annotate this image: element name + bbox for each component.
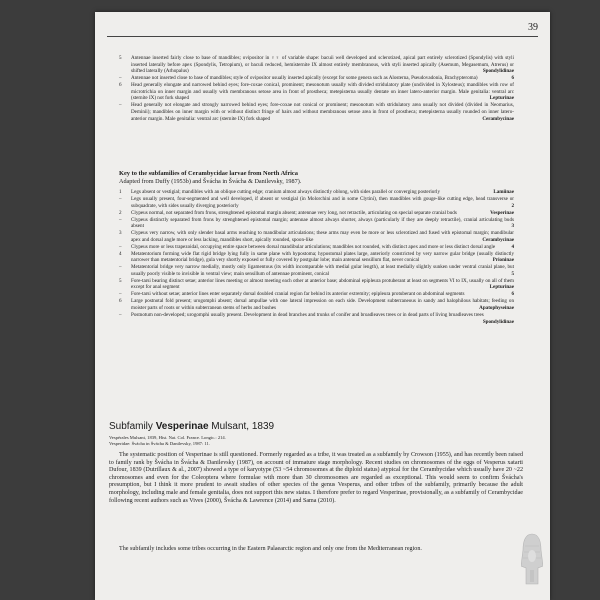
couplet-text (131, 75, 514, 82)
subfamily-name: Vesperinae (155, 421, 209, 432)
couplet-target: Spondylidinae (482, 318, 514, 325)
couplet-description: Fore-tarsi without setae; anterior lines enter separately dorsal doubled cranial region far behind its anterior extremity; epipleura protuberant on abdominal segments (131, 291, 465, 298)
couplet-number: – (119, 102, 122, 109)
body-paragraph: The subfamily includes some tribes occurring in the Eastern Palaearctic region and only one from the Mediterranean region. (119, 546, 422, 552)
couplet-text (131, 251, 514, 264)
key-couplet (119, 298, 514, 311)
subfamily-heading (109, 421, 274, 432)
key-couplet (119, 278, 514, 291)
key-couplet (119, 312, 514, 325)
reference-line: Vespérales Mulsant, 1839, Hist. Nat. Col. France. Longic.: 214. (109, 435, 226, 440)
couplet-text (131, 189, 514, 196)
couplet-number: – (119, 291, 122, 298)
couplet-description: Clypeus normal, not separated from frons, strenghtened epistomal margin absent; antennae very long, not retractile, articulating on special separate cranial buds (131, 209, 457, 216)
larvae-key (119, 189, 514, 326)
key-couplet (119, 210, 514, 217)
couplet-text (131, 264, 514, 277)
couplet-description: Clypeus more or less trapezoidal, occupying entire space between dorsal mandibular articulations; mandibles not rounded, with distinct apex and more or less distinct dorsal angle (131, 243, 496, 250)
body-paragraph: The systematic position of Vesperinae is still questioned. Formerly regarded as a tribe, it was treated as a subfamily by Crowson (1955), and has recently been raised to family rank by Švácha in Švácha & Danilevsky (1987), on account of immature stage morphology. Recent studies on chromosomes of the eggs of Vesperus xatarti Dufour, 1839 (Dutrillaux & al., 2007) showed a type of karyotype (53 ~54 chromosomes at the diploid status) atypical for the Cerambycidae which usually have 20 ~22 chromosomes and even for the Coleoptera where formulae with more than 30 chromosomes are regarded as exceptional. This would seem to confirm Švácha's presumption, but I think it more prudent to await studies of other species of the genus Vesperus, and other tribes of the subfamily, primarily because the adult morphology, including male and female genitalia, does not support this new status. I therefore prefer to regard Vesperinae, provisionally, as a subfamily of Cerambycidae following recent authors such as Vives (2000), Švácha & Lawrence (2014) and Sama (2010). (109, 452, 523, 504)
couplet-target: Prioninae (492, 257, 514, 264)
couplet-target: 6 (511, 291, 514, 298)
couplet-target: 3 (511, 223, 514, 230)
couplet-number: – (119, 243, 122, 250)
couplet-number: – (119, 195, 122, 202)
couplet-number: – (119, 75, 122, 82)
couplet-number: – (119, 264, 122, 271)
page-number: 39 (528, 22, 538, 33)
couplet-description: Antennae not inserted close to base of mandibles; style of ovipositor usually inserted apically (except for some genera such as Alosterna, Pseudovadonia, Brachypteroma) (131, 75, 478, 82)
key-couplet (119, 82, 514, 102)
subfamily-label: Subfamily (109, 421, 153, 432)
pharaoh-head-icon (521, 532, 543, 590)
couplet-number: 1 (119, 189, 122, 195)
couplet-text (131, 217, 514, 230)
key-couplet (119, 244, 514, 251)
couplet-number: 5 (119, 55, 122, 61)
key-couplet (119, 75, 514, 82)
couplet-description: Clypeus very narrow, with only slender basal arms reaching to mandibular articulations; these arms may even be more or less sclerotized and fused with epistomal margin; mandibular apex and dorsal angle more or less lacking, mandibles short, apically rounded, spoon-like (131, 230, 514, 243)
couplet-description: Head generally elongate and narrowed behind eyes; fore-coxae conical, prominent; mesonotum usually with divided stridulatory plate (undivided in Xylosteus); mandibles with row of microtrichia on inner margin and usually with membranous setose area in front of prostheca; metepisterna usually dentate on inner latero-anterior margin. Male genitalia: ventral arc (sternite IX) not fork shaped (131, 82, 514, 102)
couplet-description: Large postnotal fold present; urogomphi absent; dorsal ampullae with one lateral impression on each side. Development subterraneous in sandy and halophilous habitats; feeding on moister parts of roots or within subterranean stems of herbs and bushes (131, 298, 514, 311)
couplet-text (131, 210, 514, 217)
couplet-text (131, 298, 514, 311)
couplet-number: 5 (119, 277, 122, 284)
couplet-text (131, 82, 514, 102)
couplet-target: 2 (511, 202, 514, 209)
couplet-text (131, 102, 514, 122)
couplet-number: 3 (119, 230, 122, 237)
couplet-description: Legs usually present, four-segmented and well developed, if absent or vestigial (in Molorchini and in some Clytini), then mandibles with gouge-like cutting edge, head transverse or subquadrate, with sides usually diverging posteriorly (131, 195, 514, 209)
couplet-text (131, 196, 514, 209)
couplet-number: – (119, 311, 122, 318)
couplet-text (131, 312, 514, 325)
couplet-target: Spondylidinae (482, 68, 514, 75)
couplet-number: – (119, 216, 122, 223)
couplet-text (131, 278, 514, 291)
adult-key-continuation (119, 55, 514, 123)
couplet-number: 6 (119, 298, 122, 305)
couplet-number: 4 (119, 250, 122, 257)
couplet-text (131, 230, 514, 243)
couplet-target: Vesperinae (490, 209, 514, 216)
couplet-description: Legs absent or vestigial; mandibles with an oblique cutting edge; cranium almost always distinctly oblong, with sides parallel or converging posteriorly (131, 189, 441, 195)
couplet-target: 6 (511, 75, 514, 82)
key-couplet (119, 217, 514, 230)
couplet-text (131, 55, 514, 75)
key-couplet (119, 230, 514, 243)
key-couplet (119, 264, 514, 277)
book-page (95, 12, 550, 600)
key-couplet (119, 251, 514, 264)
key-title: Key to the subfamilies of Cerambycidae larvae from North Africa (119, 170, 298, 177)
couplet-text (131, 244, 514, 251)
couplet-description: Metatentorial bridge very narrow medially, mostly only ligamentous (its width incomparable with medial gular length), at least medially slightly sunken under ventral cranial plane, but usually poorly visible to invisible in ventral view; main sensillum of antennae prominent, conical (131, 264, 514, 277)
key-couplet (119, 102, 514, 122)
couplet-description: Fore-tarsi bearing distinct setae; anterior lines meeting or almost meeting each other at anterior base; abdominal epipleura protuberant at least on segments VI to IX, usually on all of them except for anal segment (131, 277, 514, 291)
reference-line: Vesperidae: Švácha in Švácha & Danilevsky, 1987: 11. (109, 441, 210, 446)
couplet-number: 6 (119, 82, 122, 89)
key-couplet (119, 189, 514, 196)
couplet-number: 2 (119, 209, 122, 216)
couplet-description: Clypeus distinctly separated from frons by strenghtened epistomal margin; antennae almost always shorter, always (particularly if they are deeply retractile), cranial articulating buds absent (131, 216, 514, 230)
couplet-target: Cerambycinae (482, 115, 514, 122)
couplet-description: Postnotum non-developed; urogomphi usually present. Development in dead branches and trunks of conifer and broadleaves trees or in dead parts of living broadleaves trees (131, 311, 484, 318)
couplet-target: Apatophyseinae (479, 305, 514, 311)
header-rule (107, 36, 538, 37)
subfamily-author: Mulsant, 1839 (211, 421, 275, 432)
couplet-target: 4 (511, 243, 514, 250)
couplet-target: Lamiinae (493, 189, 514, 195)
couplet-description: Head generally not elongate and strongly narrowed behind eyes; fore-coxae not conical or prominent; mesonotum with stridulatory area usually not divided (divided in Neomarius, Deminii); mandibles on inner margin with or without distinct fringe of hairs and without membranous setose area in front of prostheca; metepisterna usually rounded on inner latero-anterior margin. Male genitalia: ventral arc (sternite IX) fork shaped (131, 102, 514, 122)
key-subtitle: Adapted from Duffy (1953b) and Švácha in Švácha & Danilevsky, 1987). (119, 178, 302, 185)
couplet-description: Antennae inserted fairly close to base of mandibles; ovipositor in ♀♀ of variable shape: bacuii well developed and sclerotized, apical part entirely sclerotized (Spondylis) with styli inserted laterally before apex (Spondylis, Tetropium), or baculi reduced, hemisternite IX almost entirely membranous, with styli inserted apically (Asemum, Megasemum, Atrerus) or shifted laterally (Arhopalus) (131, 55, 514, 75)
couplet-target: Lepturinae (489, 95, 514, 102)
couplet-target: Cerambycinae (482, 236, 514, 243)
couplet-description: Metatentorium forming wide flat rigid bridge lying fully in same plane with hypostoma; hypostomal plates large, anteriorly constricted by very narrow gular bridge (usually distinctly narrower than metatentorial bridge), gula very shortly exposed or fully covered by postgular lobe; main antennal sensillum flat, never conical (131, 250, 514, 264)
couplet-target: 5 (511, 270, 514, 277)
key-couplet (119, 55, 514, 75)
couplet-target: Lepturinae (489, 284, 514, 291)
key-couplet (119, 196, 514, 209)
